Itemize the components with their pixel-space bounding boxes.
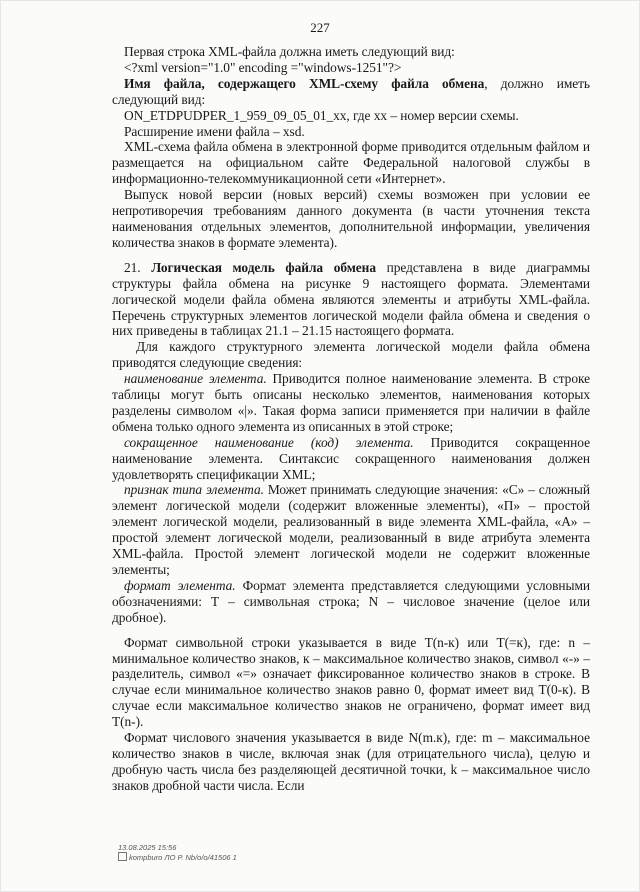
paragraph-xml-first-line: Первая строка XML-файла должна иметь следующий вид: bbox=[124, 44, 455, 59]
footer-source: kompburo ЛО Р. Nb/o/o/41506 1 bbox=[129, 853, 237, 862]
paragraph-element-name: наименование элемента. Приводится полное наименование элемента. В строке таблицы могут быть описаны несколько элементов, наименования которых разделены символом «|». Такая форма записи применяется при наличии в файле обмена только одного элемента из описанных в этой строке; bbox=[112, 371, 590, 434]
paragraph-schema-publication: XML-схема файла обмена в электронной форме приводится отдельным файлом и размещается на официальном сайте Федеральной налоговой службы в информационно-телекоммуникационной сети «Интернет». bbox=[112, 139, 590, 187]
paragraph-xml-declaration: <?xml version="1.0" encoding ="windows-1251"?> bbox=[124, 59, 402, 75]
paragraph-file-extension: Расширение имени файла – xsd. bbox=[124, 123, 305, 139]
paragraph-element-code: сокращенное наименование (код) элемента. Приводится сокращенное наименование элемента. Синтаксис сокращенного наименования должен удовлетворять спецификации XML; bbox=[112, 434, 590, 482]
print-footer bbox=[118, 843, 237, 862]
paragraph-element-type: признак типа элемента. Может принимать следующие значения: «С» – сложный элемент логической модели (содержит вложенные элементы), «П» – простой элемент логической модели, реализованный в виде элемента XML-файла, «А» – простой элемент логической модели, реализованный в виде атрибута элемента XML-файла. Простой элемент логической модели не содержит вложенные элементы; bbox=[112, 482, 590, 577]
page-number: 227 bbox=[310, 20, 330, 35]
paragraph-schema-versions: Выпуск новой версии (новых версий) схемы возможен при условии ее непротиворечия требованиям данного документа (в части уточнения текста наименования отдельных элементов, дополнительной информации, увеличения количества знаков в формате элемента). bbox=[112, 187, 590, 250]
paragraph-schema-name-pattern: ON_ETDPUDPER_1_959_09_05_01_xx, где xx – номер версии схемы. bbox=[124, 107, 519, 123]
paragraph-string-format: Формат символьной строки указывается в виде Т(n-к) или Т(=к), где: n – минимальное количество знаков, к – максимальное количество знаков, символ «-» – разделитель, символ «=» означает фиксированное количество знаков в строке. В случае если минимальное количество знаков равно 0, формат имеет вид Т(0-к). В случае если максимальное количество знаков не ограничено, формат имеет вид Т(n-). bbox=[112, 634, 590, 730]
document-icon bbox=[118, 852, 127, 861]
footer-timestamp: 13.08.2025 15:56 bbox=[118, 843, 177, 852]
paragraph-number-format: Формат числового значения указывается в виде N(m.к), где: m – максимальное количество знаков в числе, включая знак (для отрицательного числа), целую и дробную часть числа без разделяющей десятичной точки, k – максимальное число знаков дробной части числа. Если bbox=[112, 730, 590, 793]
paragraph-element-format: формат элемента. Формат элемента представляется следующими условными обозначениями: Т – символьная строка; N – числовое значение (целое или дробное). bbox=[112, 577, 591, 625]
paragraph-schema-filename: Имя файла, содержащего XML-схему файла обмена, должно иметь следующий вид: bbox=[112, 75, 590, 107]
paragraph-logical-model: 21. Логическая модель файла обмена представлена в виде диаграммы структуры файла обмена на рисунке 9 настоящего формата. Элементами логической модели файла обмена являются элементы и атрибуты XML-файла. Перечень структурных элементов логической модели файла обмена и сведения о них приведены в таблицах 21.1 – 21.15 настоящего формата. bbox=[112, 259, 591, 339]
paragraph-element-info-intro: Для каждого структурного элемента логической модели файла обмена приводятся следующие сведения: bbox=[112, 339, 590, 371]
footer-source-line bbox=[118, 852, 237, 862]
document-body bbox=[112, 44, 590, 794]
